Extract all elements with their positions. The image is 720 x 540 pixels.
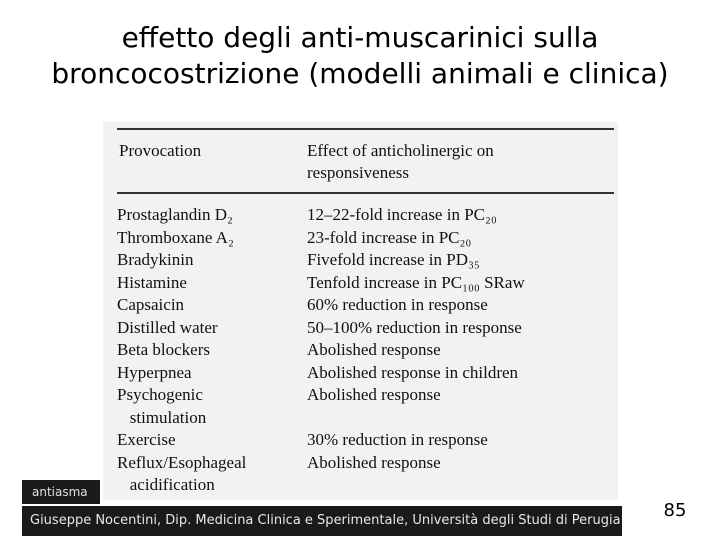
cell-provocation: Histamine	[117, 272, 187, 292]
cell-provocation: Hyperpnea	[117, 362, 192, 382]
table-row	[117, 272, 614, 295]
table-row	[117, 452, 614, 475]
title-line-1: effetto degli anti-muscarinici sulla	[121, 21, 599, 54]
cell-provocation: Prostaglandin D₂	[117, 205, 233, 224]
cell-provocation: Beta blockers	[117, 340, 210, 359]
header-effect-line-1: Effect of anticholinergic on	[307, 141, 494, 160]
table-row	[117, 294, 614, 317]
cell-provocation: Distilled water	[117, 317, 218, 337]
table-row	[117, 204, 614, 227]
cell-provocation: Exercise	[117, 430, 176, 449]
footer-credit: Giuseppe Nocentini, Dip. Medicina Clinica e Sperimentale, Università degli Studi di Perugia	[22, 506, 622, 536]
table-row	[117, 384, 614, 407]
cell-effect: 60% reduction in response	[307, 295, 488, 314]
cell-effect: 30% reduction in response	[307, 430, 488, 449]
page-number: 85	[663, 500, 687, 521]
cell-provocation: Capsaicin	[117, 295, 185, 314]
cell-effect	[307, 474, 614, 497]
cell-effect: 23-fold increase in PC₂₀	[307, 227, 472, 247]
table-row	[117, 317, 614, 340]
header-effect-line-2: responsiveness	[307, 163, 409, 182]
header-effect	[307, 140, 494, 184]
header-provocation: Provocation	[119, 141, 202, 160]
top-rule	[117, 128, 614, 130]
section-tag: antiasma	[22, 480, 100, 504]
table-row	[117, 474, 614, 497]
cell-effect: Abolished response	[307, 340, 441, 359]
cell-effect: 50–100% reduction in response	[307, 317, 522, 337]
header-rule	[117, 192, 614, 194]
cell-effect: 12–22-fold increase in PC₂₀	[307, 205, 497, 224]
cell-effect: Abolished response	[307, 385, 441, 404]
cell-effect: Abolished response in children	[307, 362, 519, 382]
cell-provocation: Reflux/Esophageal	[117, 452, 247, 472]
cell-effect	[307, 407, 614, 430]
cell-provocation: acidification	[117, 475, 215, 494]
slide-title	[0, 20, 720, 92]
cell-provocation: stimulation	[117, 407, 207, 427]
table-body	[117, 204, 614, 497]
table-row	[117, 362, 614, 385]
table-row	[117, 249, 614, 272]
table-row	[117, 407, 614, 430]
cell-effect: Fivefold increase in PD₃₅	[307, 250, 480, 269]
table-row	[117, 339, 614, 362]
table-image	[103, 122, 618, 500]
title-line-2: broncocostrizione (modelli animali e clinica)	[51, 57, 669, 90]
table-row	[117, 429, 614, 452]
table-row	[117, 227, 614, 250]
cell-effect: Abolished response	[307, 452, 441, 472]
cell-provocation: Psychogenic	[117, 385, 203, 404]
cell-provocation: Thromboxane A₂	[117, 227, 234, 247]
cell-effect: Tenfold increase in PC₁₀₀ SRaw	[307, 272, 525, 292]
cell-provocation: Bradykinin	[117, 250, 194, 269]
